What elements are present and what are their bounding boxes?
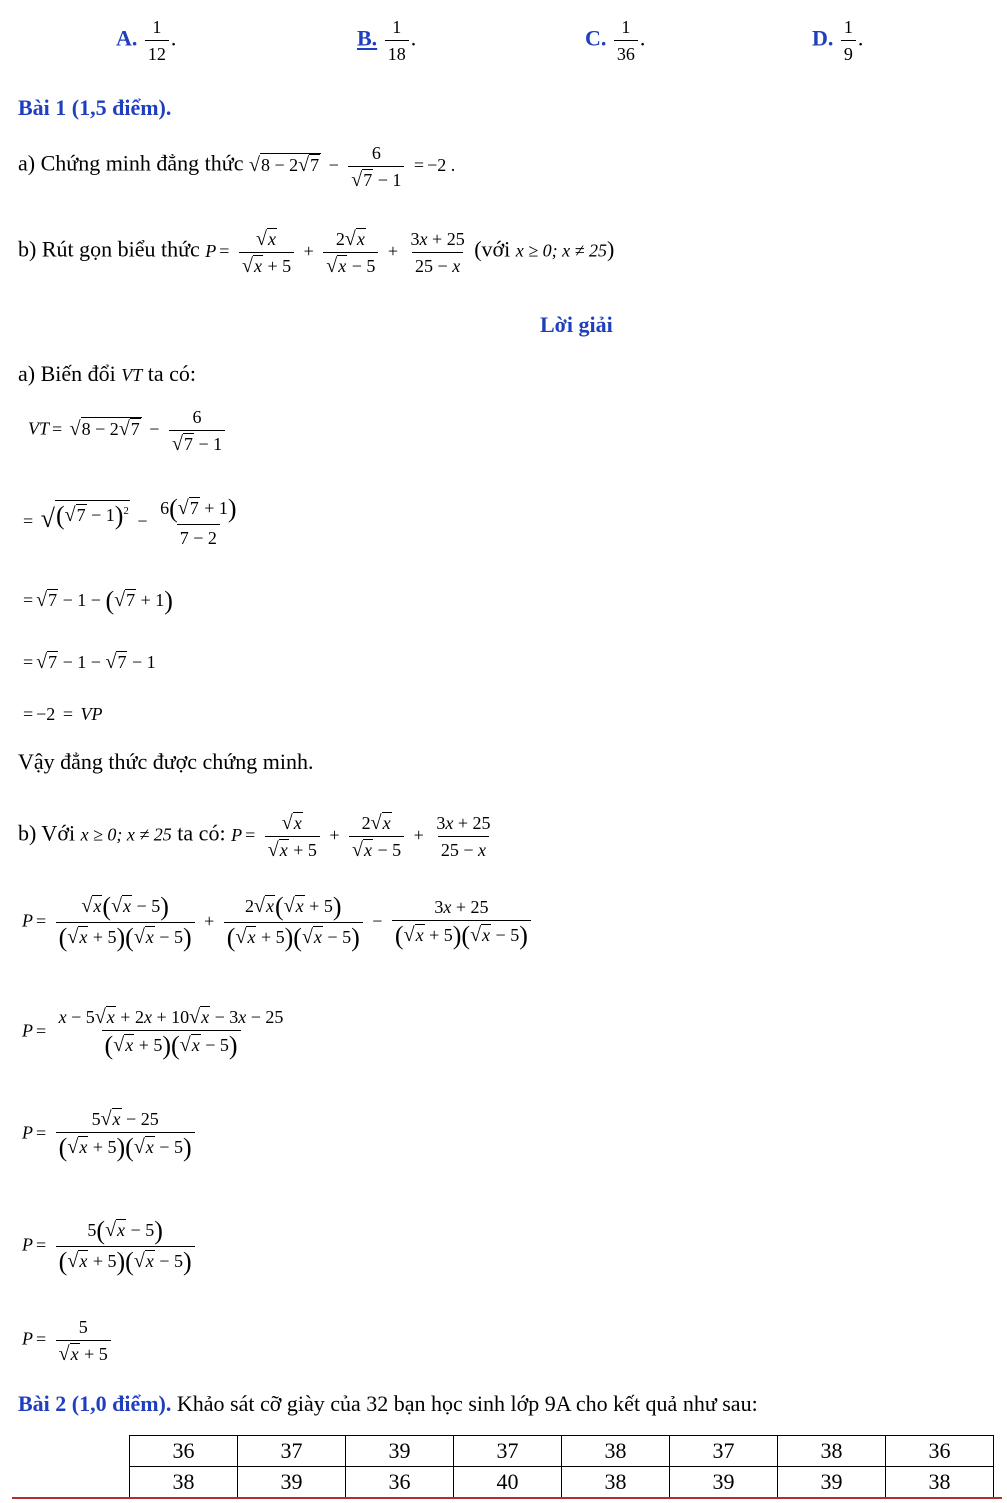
step-b2: P = x − 5 √ x + 2x + 10 √ x − 3x − 25 ( √ x + 5)( √ x − 5) xyxy=(22,1006,284,1060)
table-cell: 36 xyxy=(886,1436,994,1467)
table-cell: 39 xyxy=(670,1467,778,1498)
table-cell: 38 xyxy=(562,1467,670,1498)
identity-formula: √ 8 − 2 √ 7 − 6 √ 7 − 1 = −2 . xyxy=(248,143,456,191)
bai1-part-a: a) Chứng minh đẳng thức √ 8 − 2 √ 7 − 6 √ 7 − 1 = −2 . xyxy=(18,143,456,191)
table-cell: 37 xyxy=(238,1436,346,1467)
step-2: = √ ( √ 7 − 1)$^2$ − 6( √ 7 + 1) 7 − 2 xyxy=(23,494,237,548)
table-cell: 40 xyxy=(454,1467,562,1498)
shoe-size-table xyxy=(129,1435,994,1498)
table-cell: 38 xyxy=(130,1467,238,1498)
bai1-title: Bài 1 (1,5 điểm). xyxy=(18,95,172,120)
choice-c: C. $\frac{1}{36}$ . xyxy=(585,17,646,64)
step-b1: P = √ x ( √ x − 5) ( √ x + 5)( √ x − 5) + 2 √ x ( √ x + 5) ( √ x + 5)( √ x − 5) − 3x + 25 ( √ x + 5)( √ x − 5) xyxy=(22,894,533,951)
table-cell: 39 xyxy=(346,1436,454,1467)
solution-b-intro: b) Với x ≥ 0; x ≠ 25 ta có: P = √ x √ x + 5 + 2 √ x √ x − 5 + $\frac{3x + 25}{25 - x}$ xyxy=(18,812,491,861)
page-bottom-rule xyxy=(12,1497,1002,1499)
choice-b: B. $\frac{1}{18}$ . xyxy=(357,17,417,64)
table-row xyxy=(130,1436,994,1467)
solution-a-intro: a) Biến đổi VT ta có: xyxy=(18,361,197,386)
expression-p: P = √ x √ x + 5 + 2 √ x √ x − 5 + $\frac{3x + 25}{25 - x}$ xyxy=(205,228,465,277)
step-b3: P = 5 √ x − 25 ( √ x + 5)( √ x − 5) xyxy=(22,1108,197,1161)
table-cell: 38 xyxy=(562,1436,670,1467)
choice-a: A. $\frac{1}{12}$ . xyxy=(116,17,177,64)
table-cell: 37 xyxy=(670,1436,778,1467)
step-3: = √ 7 − 1 − ( √ 7 + 1) xyxy=(23,586,173,615)
bai1-part-b: b) Rút gọn biểu thức P = √ x √ x + 5 + 2 √ x √ x − 5 + $\frac{3x + 25}{25 - x}$ (với x ≥ 0; x ≠ 25) xyxy=(18,228,615,277)
choice-d: D. $\frac{1}{9}$ . xyxy=(812,17,864,64)
bai2-header: Bài 2 (1,0 điểm). Khảo sát cỡ giày của 32 bạn học sinh lớp 9A cho kết quả như sau: xyxy=(18,1391,758,1416)
step-4: = √ 7 − 1 − √ 7 − 1 xyxy=(23,651,156,673)
table-cell: 38 xyxy=(886,1467,994,1498)
table-cell: 39 xyxy=(778,1467,886,1498)
step-1: VT = √ 8 − 2 √ 7 − 6 √ 7 − 1 xyxy=(28,406,227,455)
table-cell: 36 xyxy=(346,1467,454,1498)
step-b4: P = 5( √ x − 5) ( √ x + 5)( √ x − 5) xyxy=(22,1218,197,1275)
table-cell: 38 xyxy=(778,1436,886,1467)
step-5: = −2 = VP xyxy=(23,704,103,724)
solution-conclusion: Vậy đẳng thức được chứng minh. xyxy=(18,749,314,774)
table-row xyxy=(130,1467,994,1498)
solution-title: Lời giải xyxy=(540,312,613,337)
table-cell: 36 xyxy=(130,1436,238,1467)
table-cell: 39 xyxy=(238,1467,346,1498)
step-b5: P = 5 √ x + 5 xyxy=(22,1316,113,1365)
table-cell: 37 xyxy=(454,1436,562,1467)
